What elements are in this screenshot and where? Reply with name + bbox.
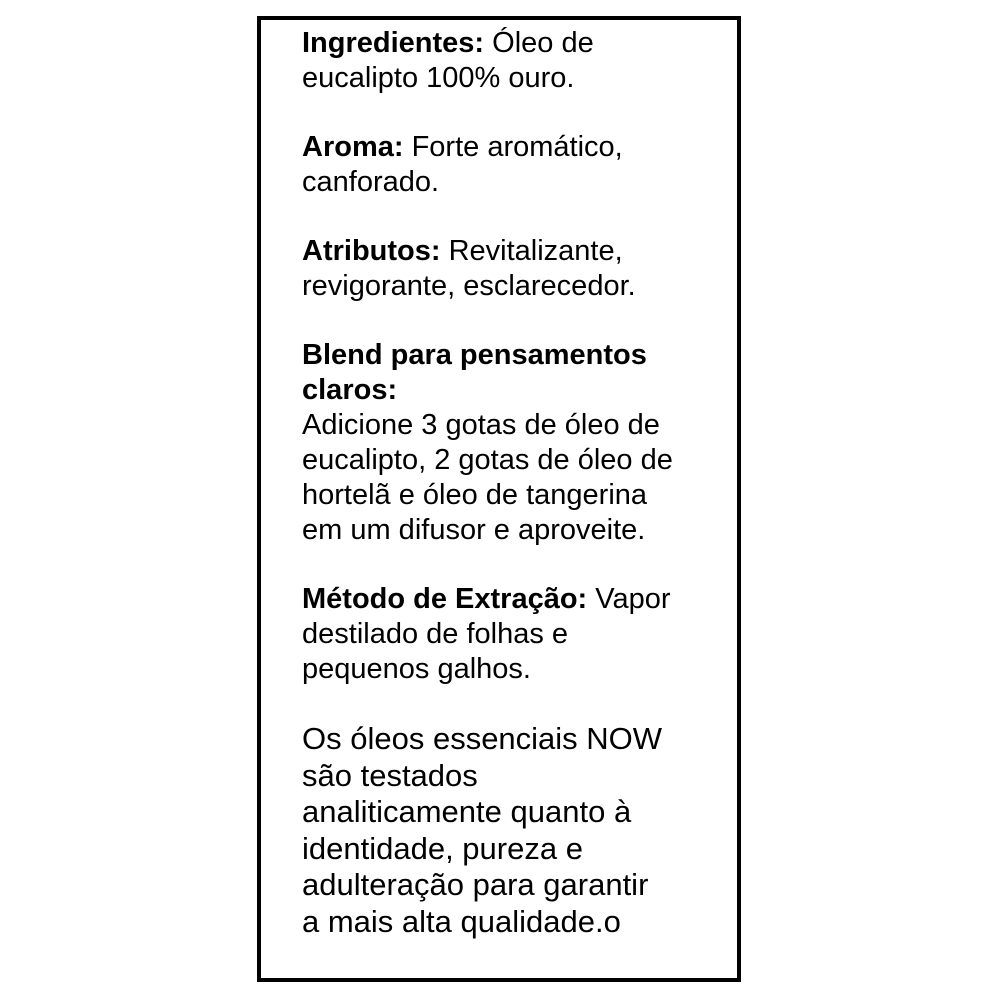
extraction-label: Método de Extração: [302, 583, 588, 615]
aroma-label: Aroma: [302, 131, 404, 163]
attributes-label: Atributos: [302, 235, 441, 267]
blend-text-line: em um difusor e aproveite. [302, 514, 646, 546]
blend-text-line: eucalipto, 2 gotas de óleo de [302, 444, 673, 476]
label-content [302, 26, 722, 940]
extraction-text-line1: Vapor [595, 583, 671, 615]
quality-note-line: adulteração para garantir [302, 867, 649, 902]
aroma-text-line2: canforado. [302, 166, 440, 198]
extraction-text-line2: destilado de folhas e [302, 618, 569, 650]
quality-note-line: Os óleos essenciais NOW [302, 721, 663, 756]
quality-note-line: analiticamente quanto à [302, 794, 632, 829]
ingredients-section [302, 26, 722, 96]
quality-note-line: identidade, pureza e [302, 830, 583, 866]
extraction-text-line3: pequenos galhos. [302, 653, 531, 685]
ingredients-text-line2: eucalipto 100% ouro. [302, 62, 575, 94]
aroma-section [302, 130, 722, 200]
blend-section [302, 338, 722, 548]
product-info-label [257, 16, 741, 982]
blend-text-line: hortelã e óleo de tangerina [302, 479, 648, 511]
quality-note [302, 721, 722, 940]
attributes-section [302, 234, 722, 304]
extraction-section [302, 582, 722, 687]
blend-text-line: Adicione 3 gotas de óleo de [302, 409, 660, 441]
blend-label-line1: Blend para pensamentos [302, 339, 647, 371]
blend-label-line2: claros: [302, 374, 398, 406]
attributes-text-line1: Revitalizante, [448, 235, 623, 267]
ingredients-label: Ingredientes: [302, 27, 485, 59]
quality-note-line: são testados [302, 757, 478, 793]
attributes-text-line2: revigorante, esclarecedor. [302, 270, 636, 302]
quality-note-line: a mais alta qualidade.o [302, 903, 621, 939]
aroma-text-line1: Forte aromático, [411, 131, 623, 163]
ingredients-text-line1: Óleo de [492, 27, 594, 59]
